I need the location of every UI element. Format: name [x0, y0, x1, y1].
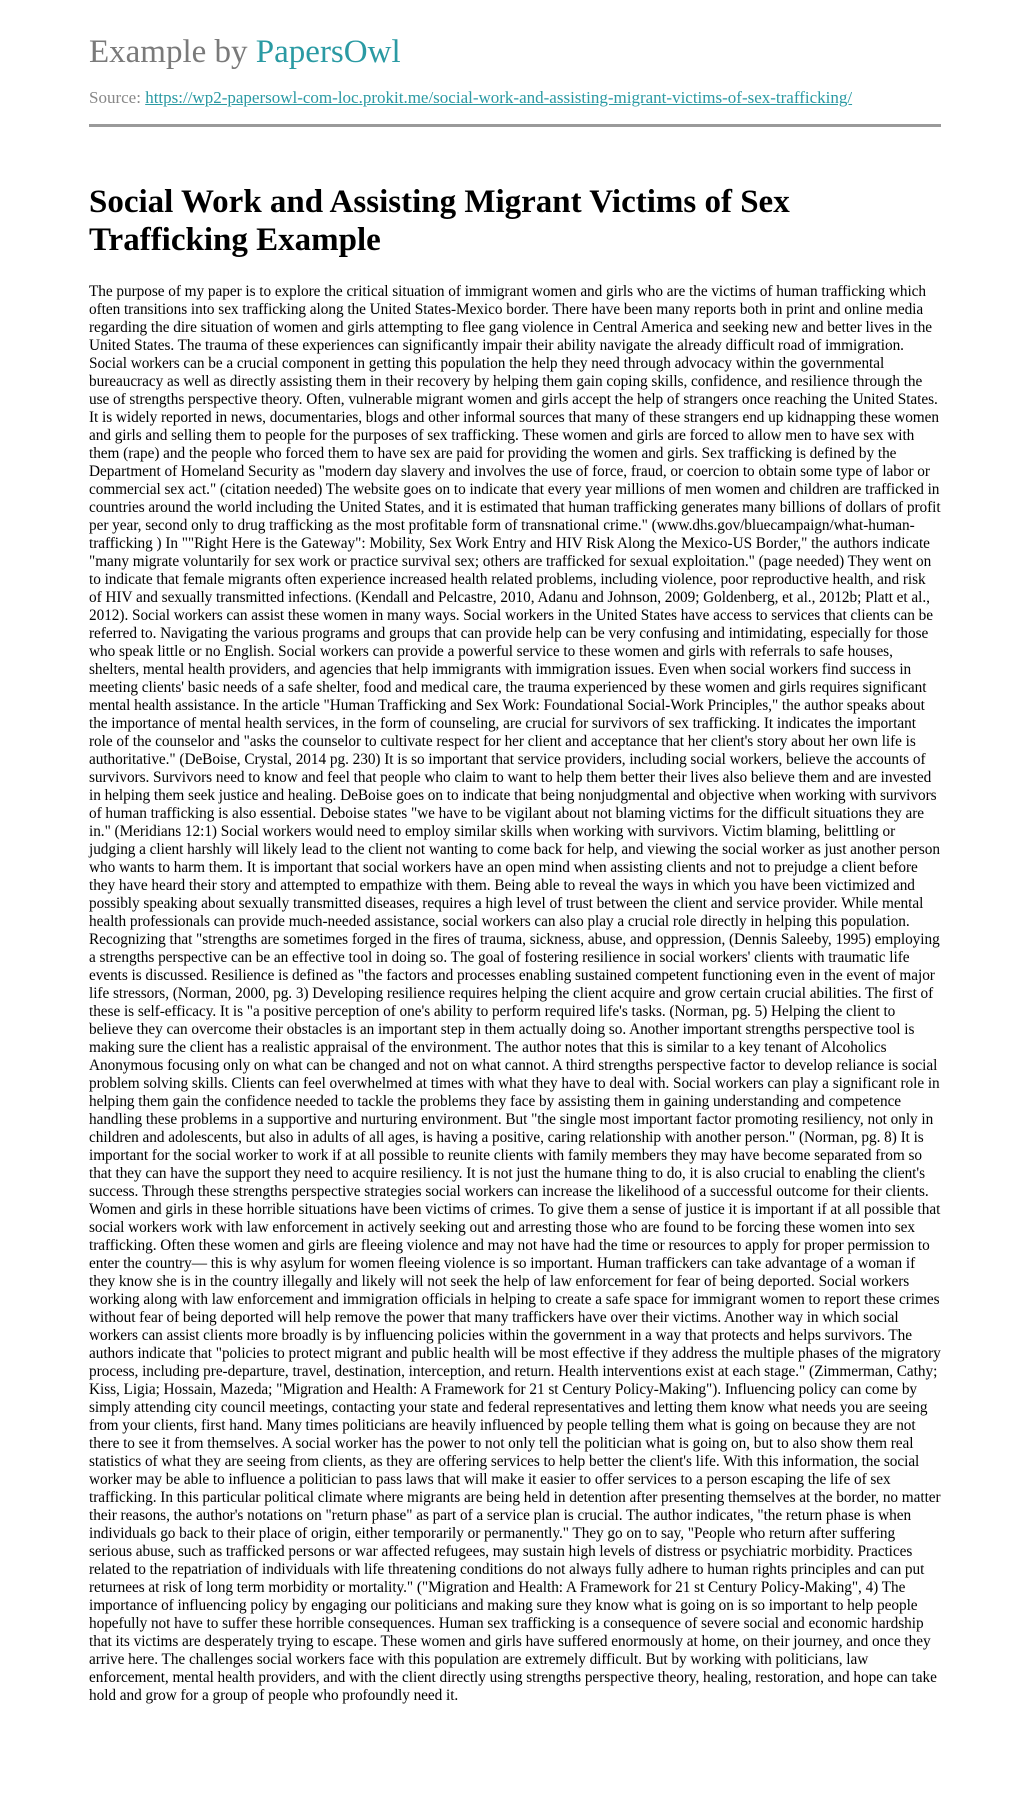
article-body	[89, 283, 941, 1705]
body-paragraph: The purpose of my paper is to explore the critical situation of immigrant women and girls who are the victims of human trafficking which often transitions into sex trafficking along the United States-Mexico border. There have been many reports both in print and online media regarding the dire situation of women and girls attempting to flee gang violence in Central America and seeking new and better lives in the United States. The trauma of these experiences can significantly impair their ability navigate the already difficult road of immigration. Social workers can be a crucial component in getting this population the help they need through advocacy within the governmental bureaucracy as well as directly assisting them in their recovery by helping them gain coping skills, confidence, and resilience through the use of strengths perspective theory. Often, vulnerable migrant women and girls accept the help of strangers once reaching the United States. It is widely reported in news, documentaries, blogs and other informal sources that many of these strangers end up kidnapping these women and girls and selling them to people for the purposes of sex trafficking. These women and girls are forced to allow men to have sex with them (rape) and the people who forced them to have sex are paid for providing the women and girls. Sex trafficking is defined by the Department of Homeland Security as "modern day slavery and involves the use of force, fraud, or coercion to obtain some type of labor or commercial sex act." (citation needed) The website goes on to indicate that every year millions of men women and children are trafficked in countries around the world including the United States, and it is estimated that human trafficking generates many billions of dollars of profit per year, second only to drug trafficking as the most profitable form of transnational crime." (www.dhs.gov/bluecampaign/what-human-trafficking ) In ""Right Here is the Gateway": Mobility, Sex Work Entry and HIV Risk Along the Mexico-US Border," the authors indicate "many migrate voluntarily for sex work or practice survival sex; others are trafficked for sexual exploitation." (page needed) They went on to indicate that female migrants often experience increased health related problems, including violence, poor reproductive health, and risk of HIV and sexually transmitted infections. (Kendall and Pelcastre, 2010, Adanu and Johnson, 2009; Goldenberg, et al., 2012b; Platt et al., 2012). Social workers can assist these women in many ways. Social workers in the United States have access to services that clients can be referred to. Navigating the various programs and groups that can provide help can be very confusing and intimidating, especially for those who speak little or no English. Social workers can provide a powerful service to these women and girls with referrals to safe houses, shelters, mental health providers, and agencies that help immigrants with immigration issues. Even when social workers find success in meeting clients' basic needs of a safe shelter, food and medical care, the trauma experienced by these women and girls requires significant mental health assistance. In the article "Human Trafficking and Sex Work: Foundational Social-Work Principles," the author speaks about the importance of mental health services, in the form of counseling, are crucial for survivors of sex trafficking. It indicates the important role of the counselor and "asks the counselor to cultivate respect for her client and acceptance that her client's story about her own life is authoritative." (DeBoise, Crystal, 2014 pg. 230) It is so important that service providers, including social workers, believe the accounts of survivors. Survivors need to know and feel that people who claim to want to help them better their lives also believe them and are invested in helping them seek justice and healing. DeBoise goes on to indicate that being nonjudgmental and objective when working with survivors of human trafficking is also essential. Deboise states "we have to be vigilant about not blaming victims for the difficult situations they are in." (Meridians 12:1) Social workers would need to employ similar skills when working with survivors. Victim blaming, belittling or judging a client harshly will likely lead to the client not wanting to come back for help, and viewing the social worker as just another person who wants to harm them. It is important that social workers have an open mind when assisting clients and not to prejudge a client before they have heard their story and attempted to empathize with them. Being able to reveal the ways in which you have been victimized and possibly speaking about sexually transmitted diseases, requires a high level of trust between the client and service provider. While mental health professionals can provide much-needed assistance, social workers can also play a crucial role directly in helping this population. Recognizing that "strengths are sometimes forged in the fires of trauma, sickness, abuse, and oppression, (Dennis Saleeby, 1995) employing a strengths perspective can be an effective tool in doing so. The goal of fostering resilience in social workers' clients with traumatic life events is discussed. Resilience is defined as "the factors and processes enabling sustained competent functioning even in the event of major life stressors, (Norman, 2000, pg. 3) Developing resilience requires helping the client acquire and grow certain crucial abilities. The first of these is self-efficacy. It is "a positive perception of one's ability to perform required life's tasks. (Norman, pg. 5) Helping the client to believe they can overcome their obstacles is an important step in them actually doing so. Another important strengths perspective tool is making sure the client has a realistic appraisal of the environment. The author notes that this is similar to a key tenant of Alcoholics Anonymous focusing only on what can be changed and not on what cannot. A third strengths perspective factor to develop reliance is social problem solving skills. Clients can feel overwhelmed at times with what they have to deal with. Social workers can play a significant role in helping them gain the confidence needed to tackle the problems they face by assisting them in gaining understanding and competence handling these problems in a supportive and nurturing environment. But "the single most important factor promoting resiliency, not only in children and adolescents, but also in adults of all ages, is having a positive, caring relationship with another person." (Norman, pg. 8) It is important for the social worker to work if at all possible to reunite clients with family members they may have become separated from so that they can have the support they need to acquire resiliency. It is not just the humane thing to do, it is also crucial to enabling the client's success. Through these strengths perspective strategies social workers can increase the likelihood of a successful outcome for their clients. Women and girls in these horrible situations have been victims of crimes. To give them a sense of justice it is important if at all possible that social workers work with law enforcement in actively seeking out and arresting those who are found to be forcing these women into sex trafficking. Often these women and girls are fleeing violence and may not have had the time or resources to apply for proper permission to enter the country— this is why asylum for women fleeing violence is so important. Human traffickers can take advantage of a woman if they know she is in the country illegally and likely will not seek the help of law enforcement for fear of being deported. Social workers working along with law enforcement and immigration officials in helping to create a safe space for immigrant women to report these crimes without fear of being deported will help remove the power that many traffickers have over their victims. Another way in which social workers can assist clients more broadly is by influencing policies within the government in a way that protects and helps survivors. The authors indicate that "policies to protect migrant and public health will be most effective if they address the multiple phases of the migratory process, including pre-departure, travel, destination, interception, and return. Health interventions exist at each stage." (Zimmerman, Cathy; Kiss, Ligia; Hossain, Mazeda; "Migration and Health: A Framework for 21 st Century Policy-Making"). Influencing policy can come by simply attending city council meetings, contacting your state and federal representatives and letting them know what needs you are seeing from your clients, first hand. Many times politicians are heavily influenced by people telling them what is going on because they are not there to see it from themselves. A social worker has the power to not only tell the politician what is going on, but to also show them real statistics of what they are seeing from clients, as they are offering services to help better the client's life. With this information, the social worker may be able to influence a politician to pass laws that will make it easier to offer services to a person escaping the life of sex trafficking. In this particular political climate where migrants are being held in detention after presenting themselves at the border, no matter their reasons, the author's notations on "return phase" as part of a service plan is crucial. The author indicates, "the return phase is when individuals go back to their place of origin, either temporarily or permanently." They go on to say, "People who return after suffering serious abuse, such as trafficked persons or war affected refugees, may sustain high levels of distress or psychiatric morbidity. Practices related to the repatriation of individuals with life threatening conditions do not always fully adhere to human rights principles and can put returnees at risk of long term morbidity or mortality." ("Migration and Health: A Framework for 21 st Century Policy-Making", 4) The importance of influencing policy by engaging our politicians and making sure they know what is going on is so important to help people hopefully not have to suffer these horrible consequences. Human sex trafficking is a consequence of severe social and economic hardship that its victims are desperately trying to escape. These women and girls have suffered enormously at home, on their journey, and once they arrive here. The challenges social workers face with this population are extremely difficult. But by working with politicians, law enforcement, mental health providers, and with the client directly using strengths perspective theory, healing, restoration, and hope can take hold and grow for a group of people who profoundly need it.	[89, 283, 941, 1704]
brand-header	[89, 30, 941, 74]
document-page	[89, 0, 941, 1705]
source-label: Source:	[89, 88, 146, 107]
brand-prefix: Example by	[89, 34, 256, 70]
brand-name: PapersOwl	[255, 34, 401, 70]
source-line	[89, 87, 941, 109]
article-title: Social Work and Assisting Migrant Victims of Sex Trafficking Example	[89, 184, 790, 258]
source-link[interactable]: https://wp2-papersowl-com-loc.prokit.me/social-work-and-assisting-migrant-victims-of-sex-trafficking/	[145, 88, 853, 107]
header-divider	[89, 124, 941, 127]
